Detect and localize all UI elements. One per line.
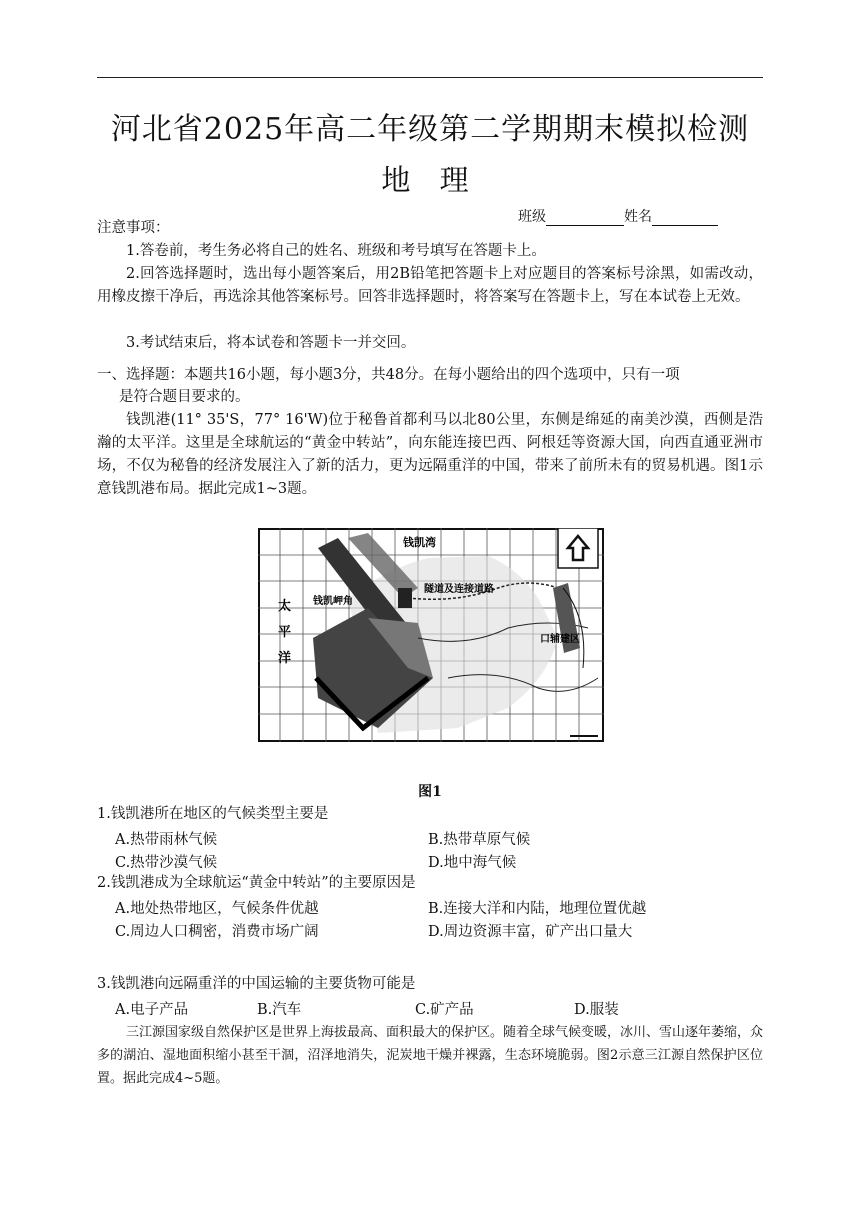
section-heading-cont: 是符合题目要求的。 xyxy=(119,389,250,405)
q3-option-c[interactable]: C.矿产品 xyxy=(415,1002,474,1018)
map-label-ocean-3: 洋 xyxy=(278,651,292,666)
q2-option-b[interactable]: B.连接大洋和内陆，地理位置优越 xyxy=(428,901,647,917)
section-heading: 一、选择题：本题共16小题，每小题3分，共48分。在每小题给出的四个选项中，只有一项 xyxy=(97,367,680,383)
top-rule xyxy=(97,77,763,78)
q3-option-b[interactable]: B.汽车 xyxy=(257,1002,302,1018)
q3-option-d[interactable]: D.服装 xyxy=(574,1002,619,1018)
question-1-stem: 1.钱凯港所在地区的气候类型主要是 xyxy=(97,806,329,822)
q1-option-b[interactable]: B.热带草原气候 xyxy=(428,832,531,848)
subject-title: 地 理 xyxy=(381,163,479,197)
q2-option-c[interactable]: C.周边人口稠密，消费市场广阔 xyxy=(115,924,319,940)
map-label-town: 钱凯湾 xyxy=(403,536,436,549)
name-label: 姓名 xyxy=(624,209,652,225)
figure-1-caption: 图1 xyxy=(418,784,442,800)
notice-heading: 注意事项： xyxy=(97,220,170,236)
class-label: 班级 xyxy=(518,209,546,225)
q2-option-a[interactable]: A.地处热带地区，气候条件优越 xyxy=(115,901,319,917)
name-blank[interactable] xyxy=(652,211,718,226)
q2-option-d[interactable]: D.周边资源丰富，矿产出口量大 xyxy=(428,924,633,940)
question-3-stem: 3.钱凯港向远隔重洋的中国运输的主要货物可能是 xyxy=(97,976,416,992)
map-label-cape: 钱凯岬角 xyxy=(313,596,353,607)
q1-option-d[interactable]: D.地中海气候 xyxy=(428,855,517,871)
map-label-support: 口辅建区 xyxy=(540,634,580,645)
map-label-ocean-2: 平 xyxy=(278,625,292,640)
q1-option-a[interactable]: A.热带雨林气候 xyxy=(115,832,218,848)
question-2-stem: 2.钱凯港成为全球航运“黄金中转站”的主要原因是 xyxy=(97,875,416,891)
notice-item-2: 2.回答选择题时，选出每小题答案后，用2B铅笔把答题卡上对应题目的答案标号涂黑，如需改动，用橡皮擦干净后，再选涂其他答案标号。回答非选择题时，将答案写在答题卡上，写在本试卷上无效。 xyxy=(97,266,763,305)
class-blank[interactable] xyxy=(546,211,624,226)
map-label-tunnel: 隧道及连接道路 xyxy=(424,584,494,595)
exam-title: 河北省2025年高二年级第二学期期末模拟检测 xyxy=(110,112,750,147)
passage-1: 钱凯港(11° 35'S，77° 16'W)位于秘鲁首都利马以北80公里，东侧是绵延的南美沙漠，西侧是浩瀚的太平洋。这里是全球航运的“黄金中转站”，向东能连接巴西、阿根廷等资源大国，向西直通亚洲市场，不仅为秘鲁的经济发展注入了新的活力，更为远隔重洋的中国，带来了前所未有的贸易机遇。图1示意钱凯港布局。据此完成1~3题。 xyxy=(97,412,763,497)
notice-item-3: 3.考试结束后，将本试卷和答题卡一并交回。 xyxy=(126,335,416,351)
student-info xyxy=(518,206,718,226)
q1-option-c[interactable]: C.热带沙漠气候 xyxy=(115,855,218,871)
passage-2: 三江源国家级自然保护区是世界上海拔最高、面积最大的保护区。随着全球气候变暖，冰川、雪山逐年萎缩，众多的湖泊、湿地面积缩小甚至干涸，沼泽地消失，泥炭地干燥并裸露，生态环境脆弱。图2示意三江源自然保护区位置。据此完成4~5题。 xyxy=(97,1025,764,1086)
figure-1-map xyxy=(258,528,604,742)
notice-item-1: 1.答卷前，考生务必将自己的姓名、班级和考号填写在答题卡上。 xyxy=(126,243,546,259)
map-label-ocean-1: 太 xyxy=(278,599,292,614)
q3-option-a[interactable]: A.电子产品 xyxy=(115,1002,189,1018)
port-layout-map xyxy=(258,528,604,742)
